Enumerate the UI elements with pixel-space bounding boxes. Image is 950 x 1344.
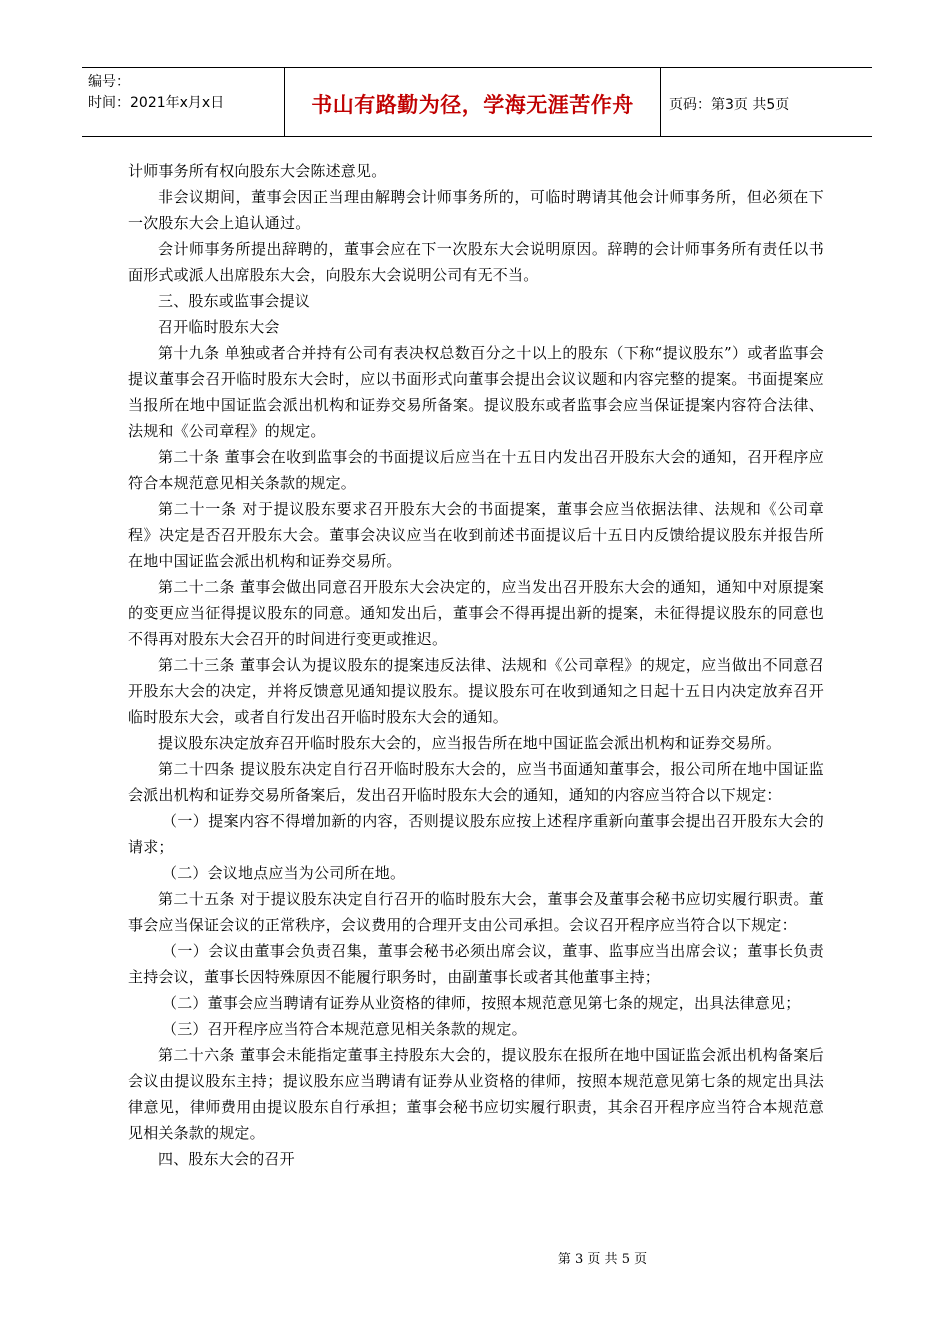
list-item: （三）召开程序应当符合本规范意见相关条款的规定。 (162, 1020, 527, 1038)
article-paragraph: 第十九条 单独或者合并持有公司有表决权总数百分之十以上的股东（下称“提议股东”）或者监事会提议董事会召开临时股东大会时，应以书面形式向董事会提出会议议题和内容完整的提案。书面提案应当报所在地中国证监会派出机构和证券交易所备案。提议股东或者监事会应当保证提案内容符合法律、法规和《公司章程》的规定。 (128, 344, 824, 440)
paragraph: 计师事务所有权向股东大会陈述意见。 (128, 162, 387, 180)
section-heading: 三、股东或监事会提议 (158, 292, 311, 310)
list-item: （一）提案内容不得增加新的内容，否则提议股东应按上述程序重新向董事会提出召开股东大会的请求； (128, 812, 824, 856)
document-number-label: 编号： (88, 74, 130, 90)
article-paragraph: 第二十条 董事会在收到监事会的书面提议后应当在十五日内发出召开股东大会的通知，召开程序应符合本规范意见相关条款的规定。 (128, 448, 824, 492)
page-header (82, 67, 872, 137)
footer-page-number: 第 3 页 共 5 页 (557, 1252, 648, 1267)
page-footer (0, 1248, 950, 1267)
section-heading: 四、股东大会的召开 (158, 1150, 295, 1168)
header-motto: 书山有路勤为径，学海无涯苦作舟 (285, 68, 661, 136)
document-date-label: 时间：2021年x月x日 (88, 95, 225, 111)
article-paragraph: 第二十六条 董事会未能指定董事主持股东大会的，提议股东在报所在地中国证监会派出机构备案后会议由提议股东主持；提议股东应当聘请有证券从业资格的律师，按照本规范意见第七条的规定出具法律意见，律师费用由提议股东自行承担；董事会秘书应切实履行职责，其余召开程序应当符合本规范意见相关条款的规定。 (128, 1046, 824, 1142)
paragraph: 会计师事务所提出辞聘的，董事会应在下一次股东大会说明原因。辞聘的会计师事务所有责任以书面形式或派人出席股东大会，向股东大会说明公司有无不当。 (128, 240, 824, 284)
article-paragraph: 第二十三条 董事会认为提议股东的提案违反法律、法规和《公司章程》的规定，应当做出不同意召开股东大会的决定，并将反馈意见通知提议股东。提议股东可在收到通知之日起十五日内决定放弃召开临时股东大会，或者自行发出召开临时股东大会的通知。 (128, 656, 824, 726)
list-item: （二）董事会应当聘请有证券从业资格的律师，按照本规范意见第七条的规定，出具法律意见； (162, 994, 801, 1012)
article-paragraph: 第二十二条 董事会做出同意召开股东大会决定的，应当发出召开股东大会的通知，通知中对原提案的变更应当征得提议股东的同意。通知发出后，董事会不得再提出新的提案，未征得提议股东的同意也不得再对股东大会召开的时间进行变更或推迟。 (128, 578, 824, 648)
article-paragraph: 第二十一条 对于提议股东要求召开股东大会的书面提案，董事会应当依据法律、法规和《公司章程》决定是否召开股东大会。董事会决议应当在收到前述书面提议后十五日内反馈给提议股东并报告所在地中国证监会派出机构和证券交易所。 (128, 500, 824, 570)
section-heading: 召开临时股东大会 (158, 318, 280, 336)
list-item: （一）会议由董事会负责召集，董事会秘书必须出席会议，董事、监事应当出席会议；董事长负责主持会议，董事长因特殊原因不能履行职务时，由副董事长或者其他董事主持； (128, 942, 824, 986)
article-paragraph: 第二十五条 对于提议股东决定自行召开的临时股东大会，董事会及董事会秘书应切实履行职责。董事会应当保证会议的正常秩序，会议费用的合理开支由公司承担。会议召开程序应当符合以下规定： (128, 890, 824, 934)
header-meta (82, 68, 285, 136)
article-paragraph: 第二十四条 提议股东决定自行召开临时股东大会的，应当书面通知董事会，报公司所在地中国证监会派出机构和证券交易所备案后，发出召开临时股东大会的通知，通知的内容应当符合以下规定： (128, 760, 824, 804)
document-body (128, 158, 824, 1172)
list-item: （二）会议地点应当为公司所在地。 (162, 864, 406, 882)
header-page-number: 页码：第3页 共5页 (669, 97, 790, 113)
paragraph: 非会议期间，董事会因正当理由解聘会计师事务所的，可临时聘请其他会计师事务所，但必须在下一次股东大会上追认通过。 (128, 188, 824, 232)
paragraph: 提议股东决定放弃召开临时股东大会的，应当报告所在地中国证监会派出机构和证券交易所。 (158, 734, 782, 752)
